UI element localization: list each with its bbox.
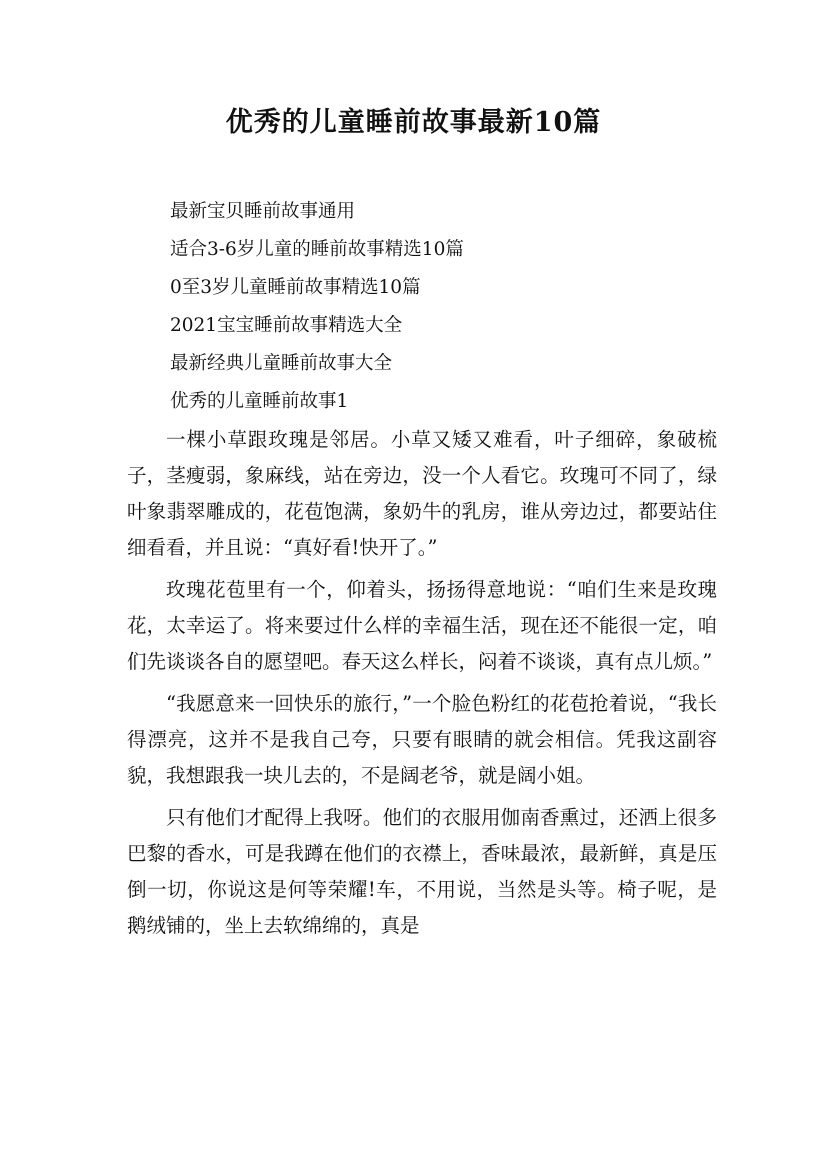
document-title: 优秀的儿童睡前故事最新10篇 [225, 107, 602, 138]
story-body [127, 422, 717, 950]
story-paragraph-2: 玫瑰花苞里有一个，仰着头，扬扬得意地说：“咱们生来是玫瑰花，太幸运了。将来要过什么样的幸福生活，现在还不能很一定，咱们先谈谈各自的愿望吧。春天这么样长，闷着不谈谈，真有点儿烦。” [127, 578, 717, 673]
section-heading: 优秀的儿童睡前故事1 [170, 391, 349, 412]
related-link-4[interactable]: 2021宝宝睡前故事精选大全 [170, 315, 403, 336]
related-link-2[interactable]: 适合3-6岁儿童的睡前故事精选10篇 [170, 239, 464, 260]
story-paragraph-3: “我愿意来一回快乐的旅行，”一个脸色粉红的花苞抢着说，“我长得漂亮，这并不是我自己夸，只要有眼睛的就会相信。凭我这副容貌，我想跟我一块儿去的，不是阔老爷，就是阔小姐。 [127, 692, 717, 787]
related-link-3[interactable]: 0至3岁儿童睡前故事精选10篇 [170, 277, 421, 298]
related-links-list [170, 193, 730, 421]
story-paragraph-1: 一棵小草跟玫瑰是邻居。小草又矮又难看，叶子细碎，象破梳子，茎瘦弱，象麻线，站在旁边，没一个人看它。玫瑰可不同了，绿叶象翡翠雕成的，花苞饱满，象奶牛的乳房，谁从旁边过，都要站住细看看，并且说：“真好看!快开了。” [127, 428, 717, 559]
related-link-5[interactable]: 最新经典儿童睡前故事大全 [170, 353, 393, 374]
story-paragraph-4: 只有他们才配得上我呀。他们的衣服用伽南香熏过，还洒上很多巴黎的香水，可是我蹲在他们的衣襟上，香味最浓，最新鲜，真是压倒一切，你说这是何等荣耀!车，不用说，当然是头等。椅子呢，是鹅绒铺的，坐上去软绵绵的，真是 [127, 806, 717, 937]
related-link-1[interactable]: 最新宝贝睡前故事通用 [170, 201, 356, 222]
